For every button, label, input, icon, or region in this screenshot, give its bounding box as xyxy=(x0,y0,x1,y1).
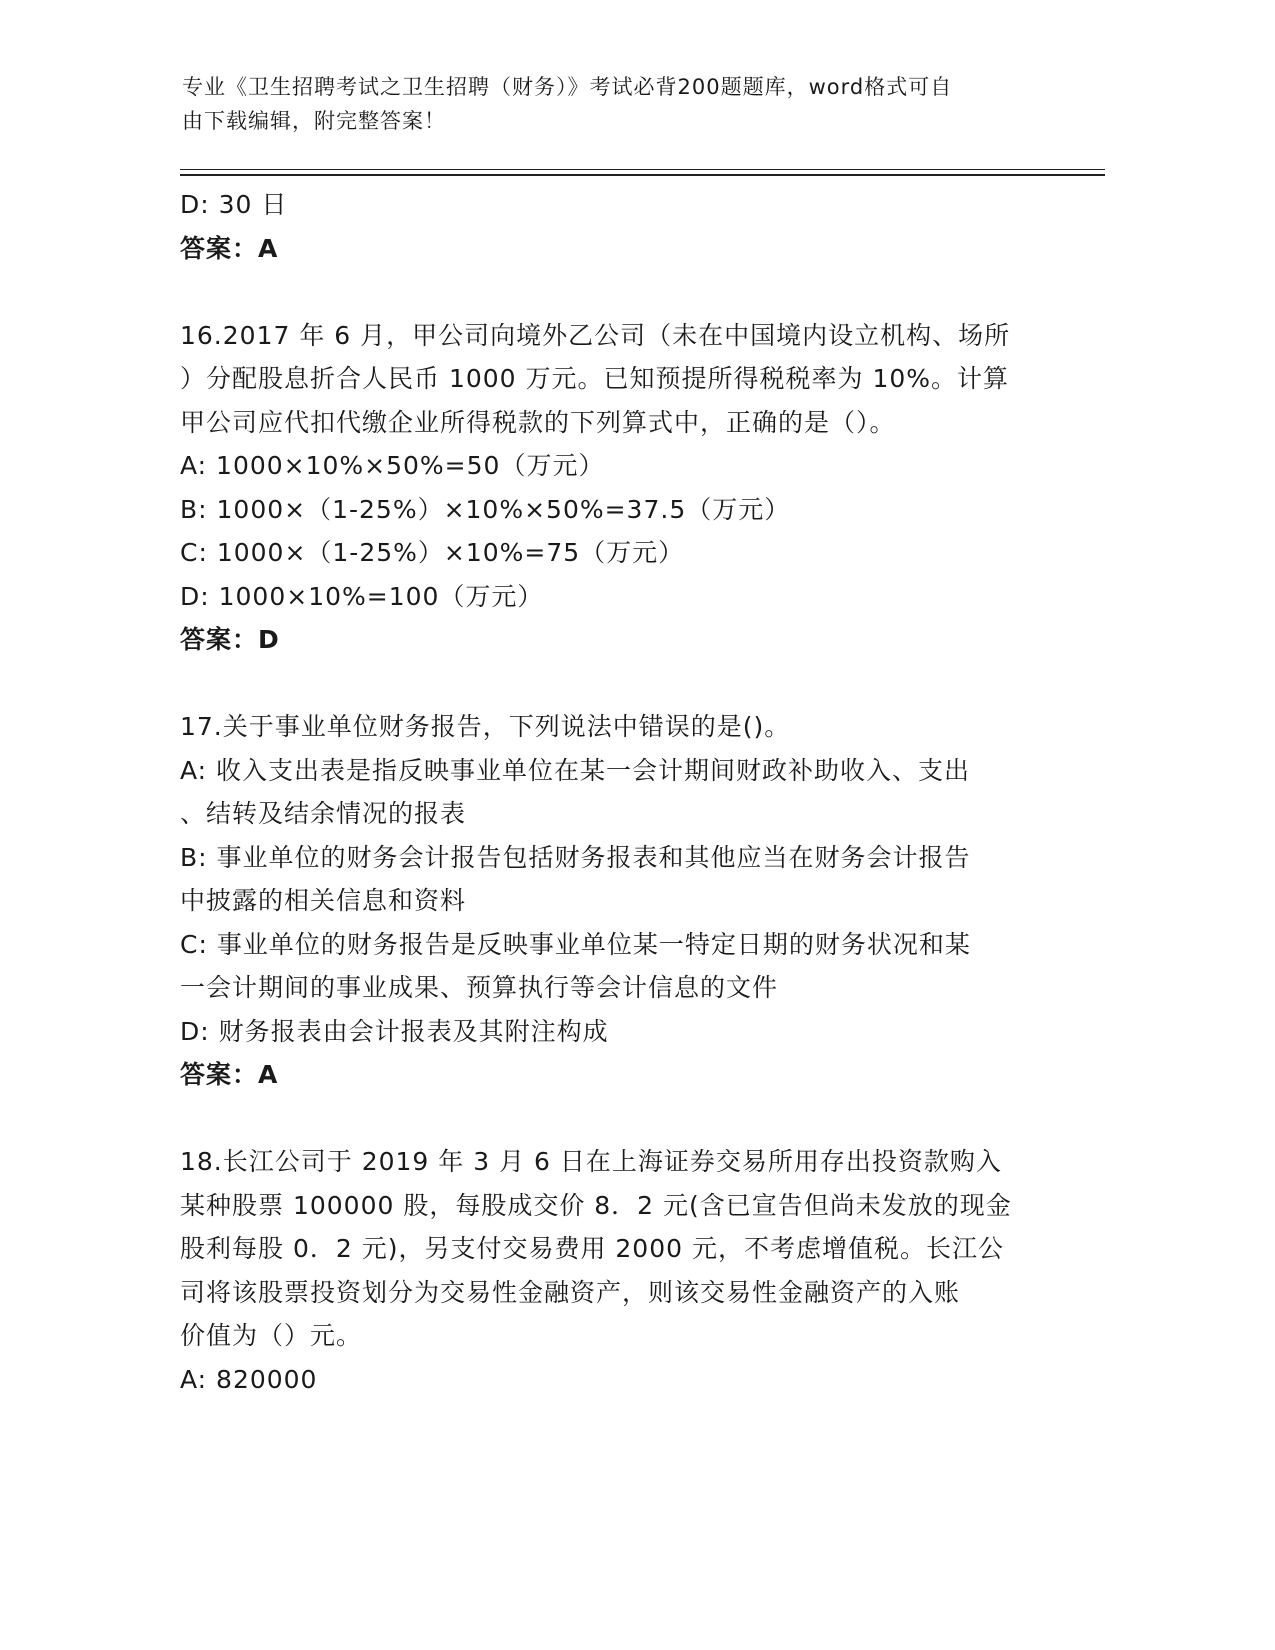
q17-option-b-line-2: 中披露的相关信息和资料 xyxy=(180,886,467,915)
header-divider-thick xyxy=(180,174,1105,176)
q18-stem-line-2: 某种股票 100000 股，每股成交价 8．2 元(含已宣告但尚未发放的现金 xyxy=(180,1190,1012,1220)
q18-stem-line-1: 18.长江公司于 2019 年 3 月 6 日在上海证券交易所用存出投资款购入 xyxy=(180,1147,1002,1176)
spacer xyxy=(180,662,1040,706)
q17-option-c-line-2: 一会计期间的事业成果、预算执行等会计信息的文件 xyxy=(180,973,779,1002)
question-content xyxy=(180,183,1040,1401)
header-divider-thin xyxy=(180,169,1105,170)
q16-stem-line-1: 16.2017 年 6 月，甲公司向境外乙公司（未在中国境内设立机构、场所 xyxy=(180,320,1011,350)
q17-option-a-line-2: 、结转及结余情况的报表 xyxy=(180,799,467,828)
q18-stem-line-4: 司将该股票投资划分为交易性金融资产，则该交易性金融资产的入账 xyxy=(180,1277,961,1307)
q18-option-a: A: 820000 xyxy=(180,1364,318,1394)
q16-option-c: C: 1000×（1-25%）×10%=75（万元） xyxy=(180,538,685,567)
q17-answer: 答案：A xyxy=(180,1060,279,1089)
q17-option-a-line-1: A: 收入支出表是指反映事业单位在某一会计期间财政补助收入、支出 xyxy=(180,755,971,785)
header-title-line-1: 专业《卫生招聘考试之卫生招聘（财务）》考试必背200题题库，word格式可自 xyxy=(182,75,953,99)
q16-option-a: A: 1000×10%×50%=50（万元） xyxy=(180,451,605,480)
q15-answer: 答案：A xyxy=(180,233,279,263)
q17-option-c-line-1: C: 事业单位的财务报告是反映事业单位某一特定日期的财务状况和某 xyxy=(180,929,971,959)
q18-stem-line-5: 价值为（）元。 xyxy=(180,1321,363,1350)
q15-option-d: D: 30 日 xyxy=(180,190,288,219)
q16-option-d: D: 1000×10%=100（万元） xyxy=(180,581,544,611)
q17-option-d: D: 财务报表由会计报表及其附注构成 xyxy=(180,1016,609,1046)
q16-option-b: B: 1000×（1-25%）×10%×50%=37.5（万元） xyxy=(180,494,791,524)
q16-stem-line-2: ）分配股息折合人民币 1000 万元。已知预提所得税税率为 10%。计算 xyxy=(180,364,1010,393)
question-17 xyxy=(180,705,1040,1097)
q16-answer: 答案：D xyxy=(180,625,280,654)
header-title-line-2: 由下载编辑，附完整答案！ xyxy=(182,109,446,133)
q18-stem-line-3: 股利每股 0．2 元)，另支付交易费用 2000 元，不考虑增值税。长江公 xyxy=(180,1234,1004,1263)
spacer xyxy=(180,270,1040,314)
q17-stem: 17.关于事业单位财务报告，下列说法中错误的是()。 xyxy=(180,712,791,741)
question-18 xyxy=(180,1140,1040,1401)
question-16 xyxy=(180,314,1040,662)
q17-option-b-line-1: B: 事业单位的财务会计报告包括财务报表和其他应当在财务会计报告 xyxy=(180,842,971,872)
spacer xyxy=(180,1097,1040,1141)
q16-stem-line-3: 甲公司应代扣代缴企业所得税款的下列算式中，正确的是（）。 xyxy=(180,407,896,437)
document-header xyxy=(182,70,1062,138)
